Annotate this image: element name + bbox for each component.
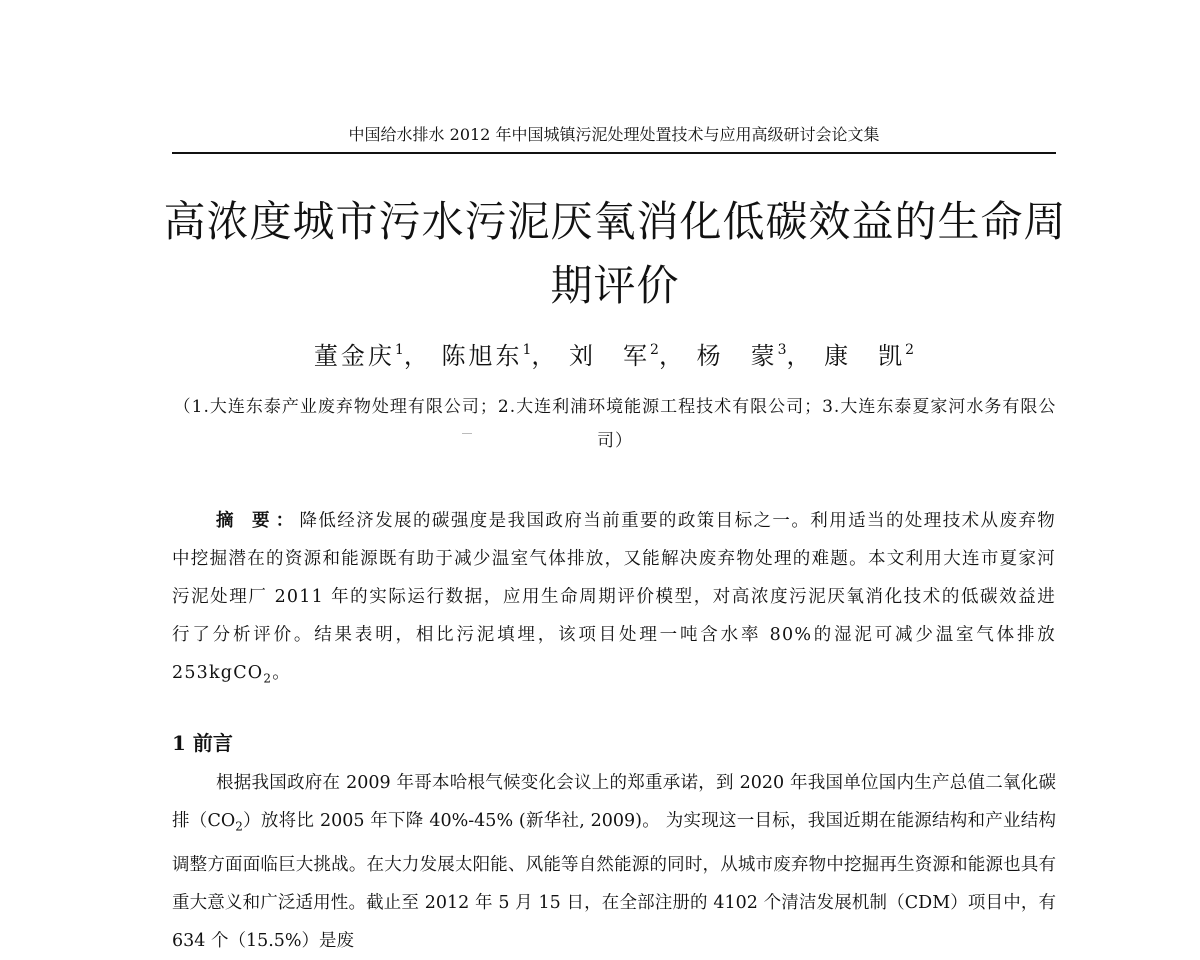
author-affil-mark: 2: [650, 342, 659, 358]
author-affil-mark: 2: [905, 342, 915, 358]
author-list: 董金庆$^1$， 陈旭东$^1$， 刘 军$^2$， 杨 蒙$^3$， 康 凯$^2$: [313, 342, 915, 370]
author-affil-mark: 1: [394, 342, 404, 358]
author-affil-mark: 3: [777, 342, 787, 358]
author-name: 陈旭东: [441, 342, 523, 370]
introduction-paragraph: [172, 764, 1056, 960]
intro-text-part2: ）放将比 2005 年下降 40%-45% (新华社, 2009)。 为实现这一目标，我国近期在能源结构和产业结构调整方面面临巨大挑战。在大力发展太阳能、风能等自然能源的同时，从城市废弃物中挖掘再生资源和能源也具有重大意义和广泛适用性。截止至 2012 年 5 月 15 日，在全部注册的 4102 个清洁发展机制（CDM）项目中，有 634 个（15.5%）是废: [172, 811, 1056, 951]
intro-text-part1: 根据我国政府在 2009 年哥本哈根气候变化会议上的郑重承诺，到 2020 年我国单位国内生产总值二氧化碳排（CO: [172, 773, 1056, 831]
paper-title: 高浓度城市污水污泥厌氧消化低碳效益的生命周期评价: [163, 197, 1067, 310]
scan-artifact: [462, 433, 472, 434]
author-name: 刘 军: [569, 342, 651, 370]
author-name: 康 凯: [824, 342, 906, 370]
affiliations: （1.大连东泰产业废弃物处理有限公司；2.大连利浦环境能源工程技术有限公司；3.大连东泰夏家河水务有限公司）: [173, 397, 1057, 451]
author-affil-mark: 1: [522, 342, 532, 358]
abstract: [172, 502, 1056, 698]
author-name: 董金庆: [313, 342, 395, 370]
running-header: 中国给水排水 2012 年中国城镇污泥处理处置技术与应用高级研讨会论文集: [348, 125, 880, 144]
header-rule: [172, 152, 1056, 154]
abstract-subscript: 2: [263, 671, 273, 686]
abstract-text: 降低经济发展的碳强度是我国政府当前重要的政策目标之一。利用适当的处理技术从废弃物中挖掘潜在的资源和能源既有助于减少温室气体排放，又能解决废弃物处理的难题。本文利用大连市夏家河污泥处理厂 2011 年的实际运行数据，应用生命周期评价模型，对高浓度污泥厌氧消化技术的低碳效益进行了分析评价。结果表明，相比污泥填埋，该项目处理一吨含水率 80%的湿泥可减少温室气体排放 253kgCO: [172, 511, 1056, 683]
abstract-end: 。: [272, 663, 291, 683]
abstract-label: 摘 要：: [216, 511, 300, 531]
section-heading-introduction: 1 前言: [172, 731, 233, 755]
author-name: 杨 蒙: [696, 342, 778, 370]
intro-subscript: 2: [235, 819, 243, 834]
